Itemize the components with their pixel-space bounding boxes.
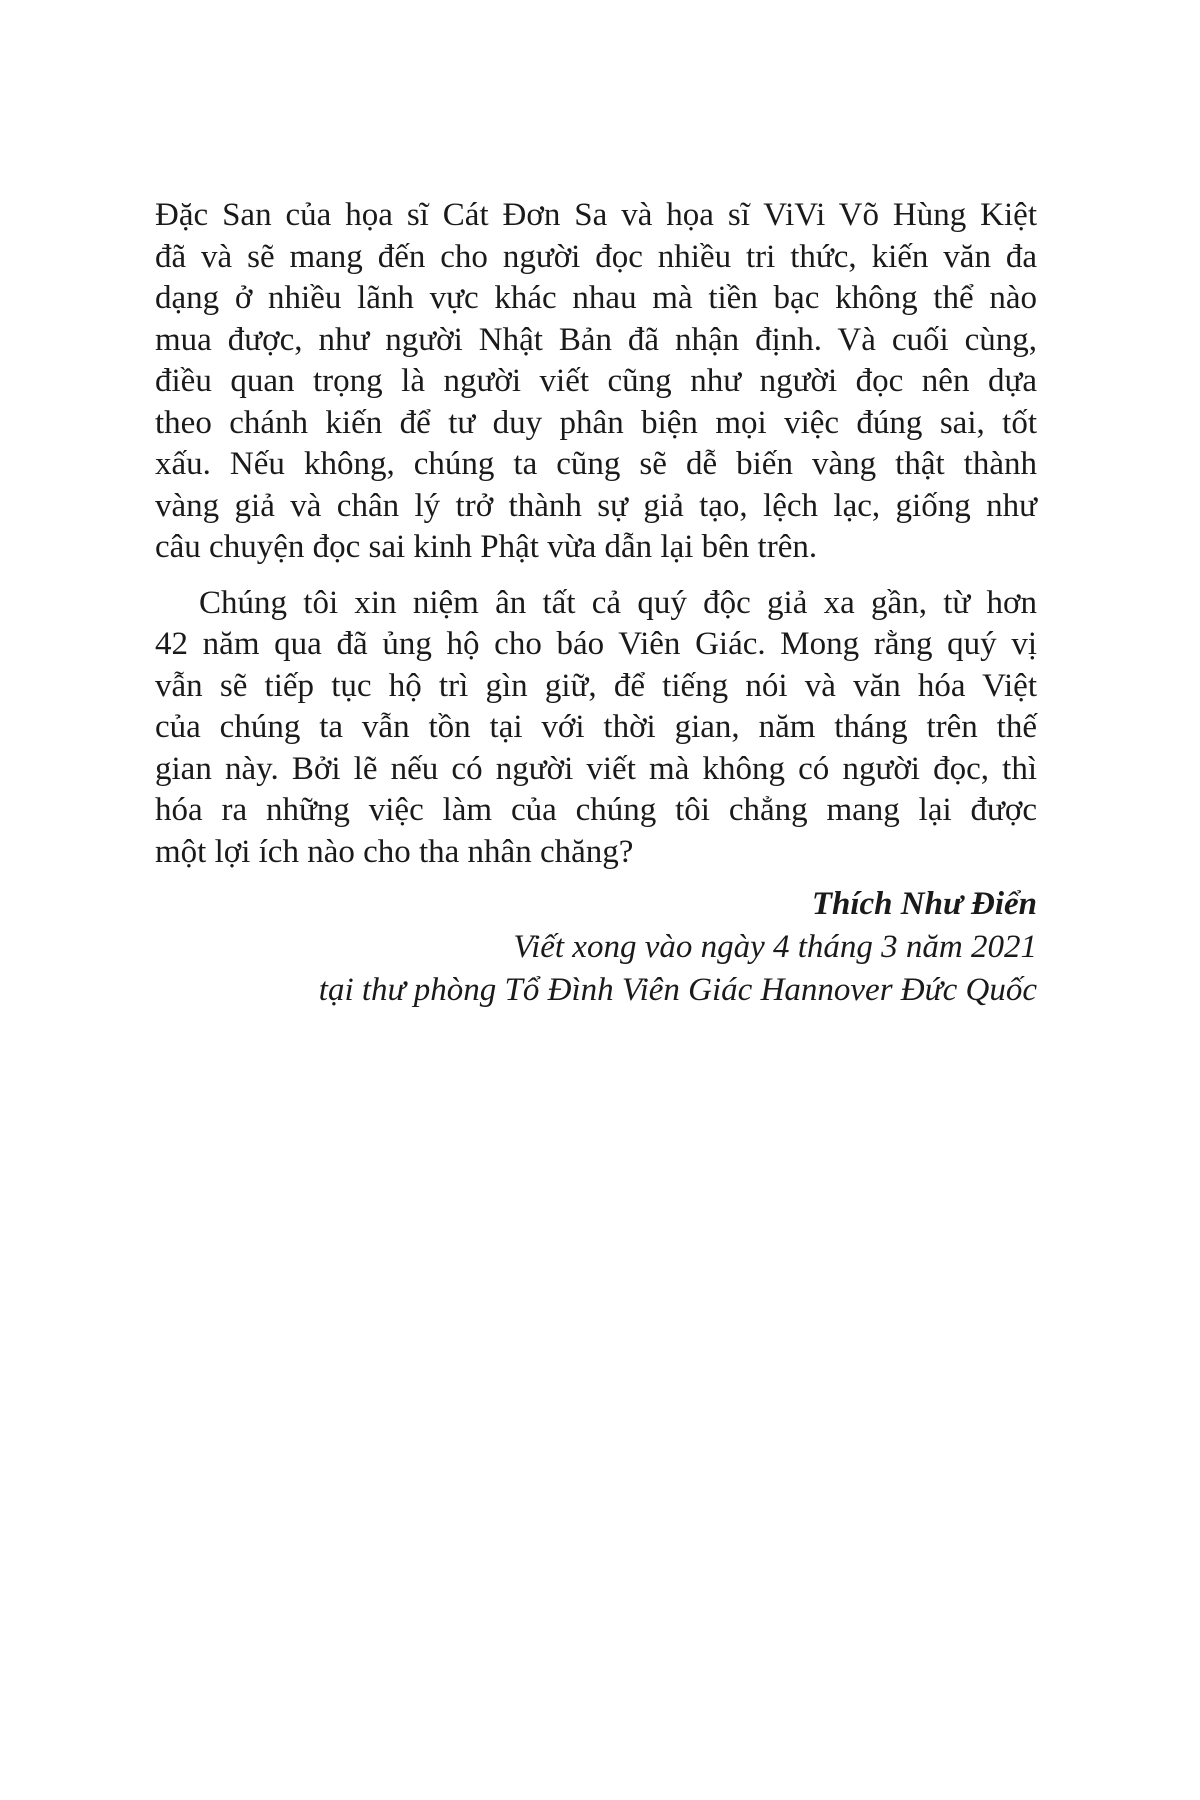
text-line: mua được, như người Nhật Bản đã nhận định. Và cuối cùng, (155, 321, 1037, 358)
signature-date: Viết xong vào ngày 4 tháng 3 năm 2021 (513, 929, 1037, 965)
text-line: dạng ở nhiều lãnh vực khác nhau mà tiền bạc không thể nào (155, 280, 1037, 316)
text-line: điều quan trọng là người viết cũng như người đọc nên dựa (155, 363, 1037, 399)
text-line: câu chuyện đọc sai kinh Phật vừa dẫn lại bên trên. (155, 529, 818, 565)
signature-author: Thích Như Điển (811, 886, 1037, 922)
text-line: xấu. Nếu không, chúng ta cũng sẽ dễ biến vàng thật thành (155, 446, 1037, 482)
text-line: gian này. Bởi lẽ nếu có người viết mà không có người đọc, thì (155, 750, 1037, 787)
text-line: vẫn sẽ tiếp tục hộ trì gìn giữ, để tiếng nói và văn hóa Việt (155, 667, 1037, 704)
text-line: một lợi ích nào cho tha nhân chăng? (155, 833, 634, 870)
text-line: 42 năm qua đã ủng hộ cho báo Viên Giác. Mong rằng quý vị (155, 626, 1037, 662)
signature-place: tại thư phòng Tổ Đình Viên Giác Hannover Đức Quốc (318, 972, 1037, 1008)
paragraph-2 (155, 583, 1037, 874)
text-line: của chúng ta vẫn tồn tại với thời gian, năm tháng trên thế (155, 709, 1037, 745)
text-line: Đặc San của họa sĩ Cát Đơn Sa và họa sĩ ViVi Võ Hùng Kiệt (155, 197, 1037, 233)
text-line: vàng giả và chân lý trở thành sự giả tạo, lệch lạc, giống như (155, 487, 1037, 524)
document-page (155, 195, 1037, 1012)
text-line: theo chánh kiến để tư duy phân biện mọi việc đúng sai, tốt (155, 404, 1037, 441)
text-line: đã và sẽ mang đến cho người đọc nhiều tri thức, kiến văn đa (155, 238, 1037, 275)
signature-block (155, 883, 1037, 1012)
text-line: Chúng tôi xin niệm ân tất cả quý độc giả xa gần, từ hơn (199, 584, 1037, 621)
text-line: hóa ra những việc làm của chúng tôi chẳng mang lại được (155, 792, 1037, 828)
paragraph-1 (155, 195, 1037, 569)
